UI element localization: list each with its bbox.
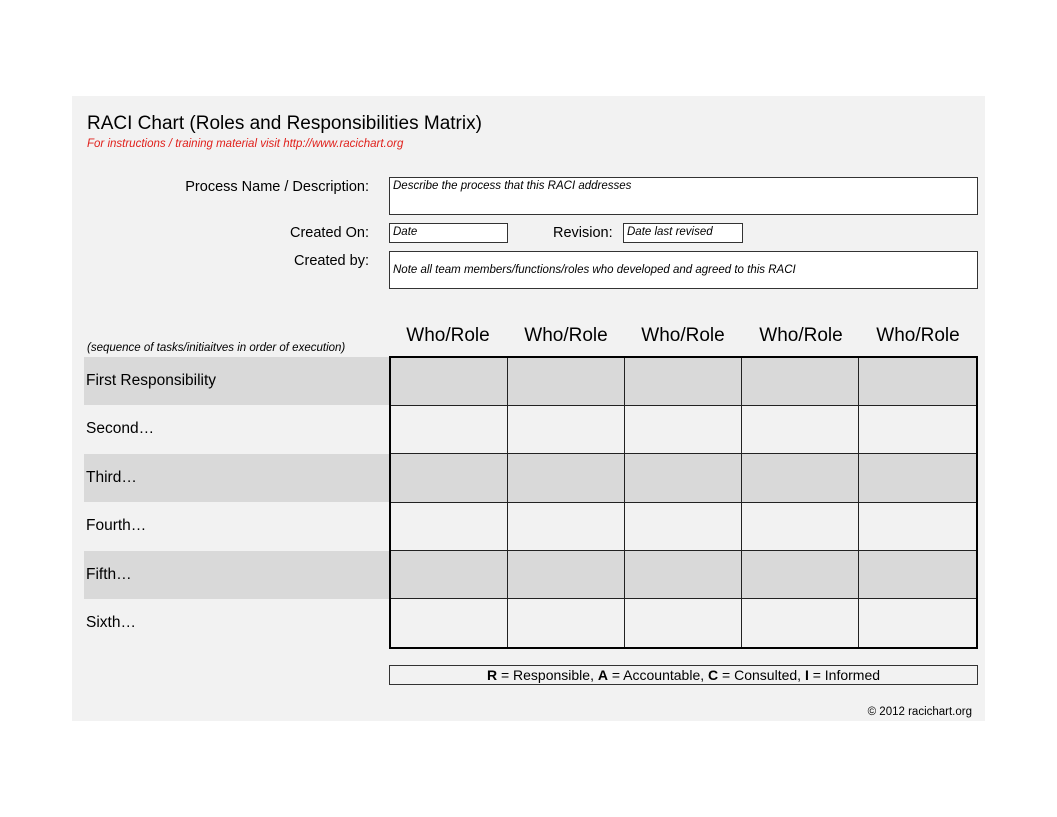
legend-a-text: = Accountable,: [608, 667, 709, 683]
legend-i-key: I: [804, 667, 809, 683]
responsibility-row-2[interactable]: Second…: [86, 420, 155, 437]
matrix-cell-r4-c5[interactable]: [859, 503, 976, 551]
matrix-cell-r3-c5[interactable]: [859, 454, 976, 502]
legend-a-key: A: [597, 667, 608, 683]
matrix-cell-r4-c3[interactable]: [625, 503, 742, 551]
responsibility-row-4[interactable]: Fourth…: [86, 517, 147, 534]
matrix-cell-r1-c1[interactable]: [391, 358, 508, 406]
matrix-cell-r4-c2[interactable]: [508, 503, 625, 551]
role-header-5[interactable]: Who/Role: [876, 325, 960, 346]
matrix-cell-r2-c5[interactable]: [859, 406, 976, 454]
matrix-cell-r5-c3[interactable]: [625, 551, 742, 599]
matrix-cell-r4-c4[interactable]: [742, 503, 859, 551]
process-name-label: Process Name / Description:: [185, 179, 369, 195]
created-on-field[interactable]: Date: [389, 223, 508, 243]
created-on-label: Created On:: [290, 225, 369, 241]
sequence-note: (sequence of tasks/initiaitves in order of execution): [87, 342, 346, 354]
matrix-cell-r6-c1[interactable]: [391, 599, 508, 647]
matrix-cell-r2-c1[interactable]: [391, 406, 508, 454]
matrix-cell-r5-c1[interactable]: [391, 551, 508, 599]
revision-field[interactable]: Date last revised: [623, 223, 743, 243]
revision-label: Revision:: [553, 225, 613, 241]
created-by-field[interactable]: Note all team members/functions/roles who developed and agreed to this RACI: [389, 251, 978, 289]
legend-c-key: C: [708, 667, 719, 683]
matrix-cell-r1-c3[interactable]: [625, 358, 742, 406]
matrix-cell-r3-c4[interactable]: [742, 454, 859, 502]
matrix-cell-r2-c3[interactable]: [625, 406, 742, 454]
responsibility-row-1[interactable]: First Responsibility: [84, 357, 389, 405]
matrix-cell-r6-c2[interactable]: [508, 599, 625, 647]
responsibility-row-3[interactable]: Third…: [84, 454, 389, 502]
matrix-cell-r1-c4[interactable]: [742, 358, 859, 406]
matrix-cell-r3-c3[interactable]: [625, 454, 742, 502]
matrix-cell-r5-c2[interactable]: [508, 551, 625, 599]
matrix-cell-r1-c5[interactable]: [859, 358, 976, 406]
matrix-cell-r2-c4[interactable]: [742, 406, 859, 454]
matrix-cell-r3-c2[interactable]: [508, 454, 625, 502]
page-title: RACI Chart (Roles and Responsibilities Matrix): [87, 113, 482, 134]
legend-r-key: R: [486, 667, 498, 683]
instructions-link-text[interactable]: For instructions / training material visit http://www.racichart.org: [87, 138, 404, 150]
responsibility-row-5[interactable]: Fifth…: [84, 551, 389, 599]
responsibility-row-6[interactable]: Sixth…: [86, 614, 136, 631]
role-header-2[interactable]: Who/Role: [524, 325, 608, 346]
legend-r-text: = Responsible,: [497, 667, 598, 683]
role-header-4[interactable]: Who/Role: [759, 325, 843, 346]
matrix-cell-r6-c3[interactable]: [625, 599, 742, 647]
created-by-label: Created by:: [294, 253, 369, 269]
role-header-1[interactable]: Who/Role: [406, 325, 490, 346]
legend-i-text: = Informed: [808, 667, 881, 683]
raci-matrix-grid: [389, 356, 978, 649]
process-description-field[interactable]: Describe the process that this RACI addresses: [389, 177, 978, 215]
matrix-cell-r5-c4[interactable]: [742, 551, 859, 599]
role-header-3[interactable]: Who/Role: [641, 325, 725, 346]
legend-c-text: = Consulted,: [718, 667, 805, 683]
matrix-cell-r4-c1[interactable]: [391, 503, 508, 551]
matrix-cell-r2-c2[interactable]: [508, 406, 625, 454]
copyright-notice: © 2012 racichart.org: [867, 706, 972, 718]
raci-legend: [389, 665, 978, 685]
matrix-cell-r6-c5[interactable]: [859, 599, 976, 647]
matrix-cell-r5-c5[interactable]: [859, 551, 976, 599]
matrix-cell-r3-c1[interactable]: [391, 454, 508, 502]
matrix-cell-r6-c4[interactable]: [742, 599, 859, 647]
matrix-cell-r1-c2[interactable]: [508, 358, 625, 406]
